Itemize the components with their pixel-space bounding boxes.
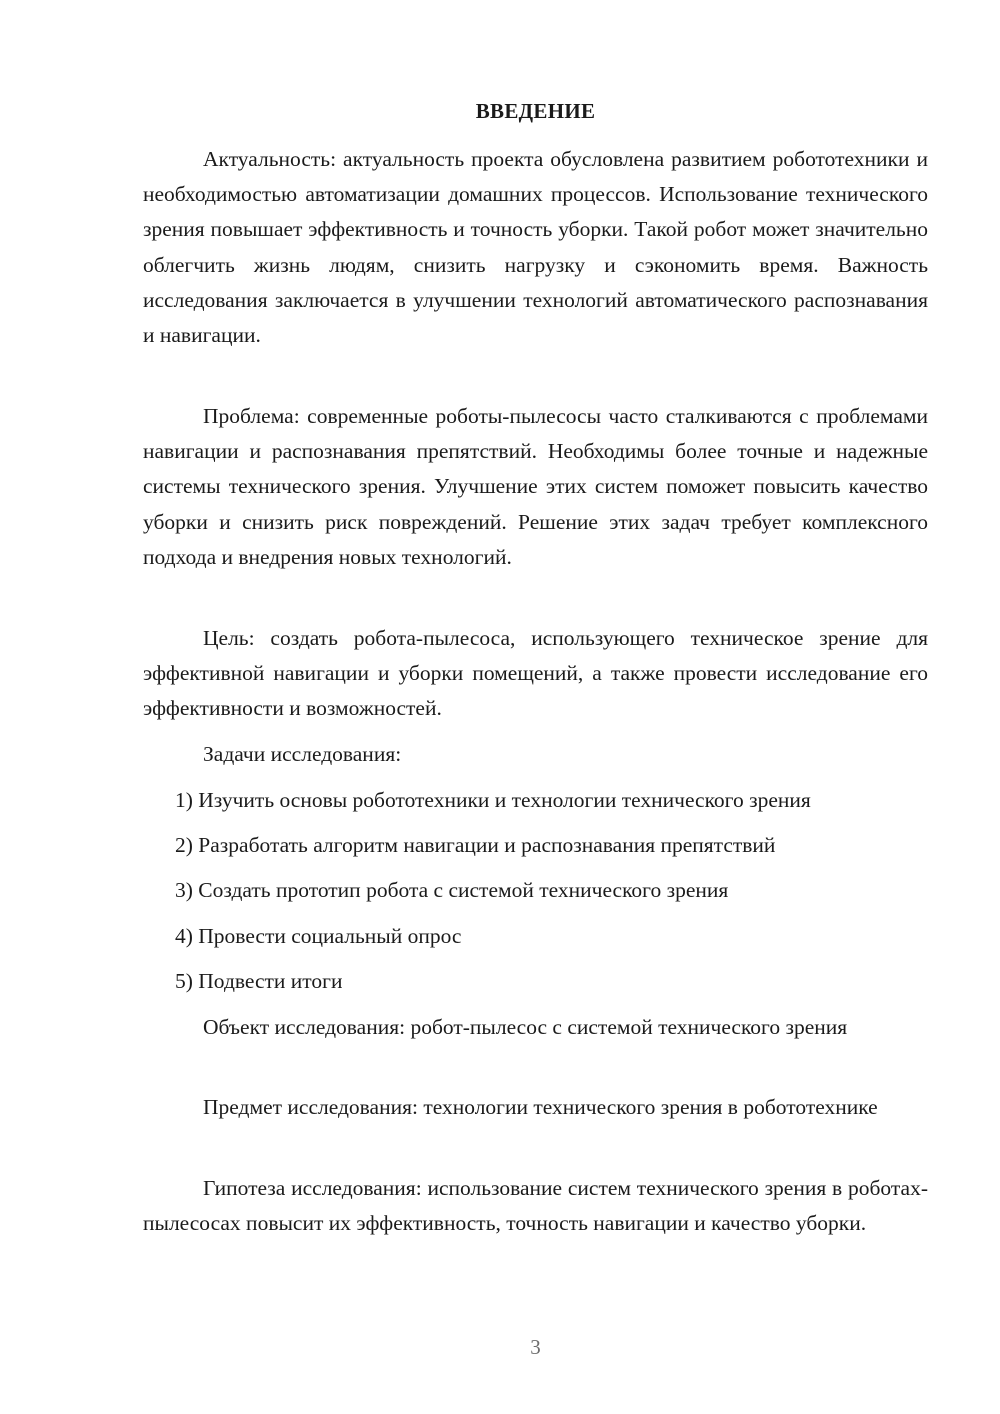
paragraph-problem: Проблема: современные роботы-пылесосы часто сталкиваются с проблемами навигации и распознавания препятствий. Необходимы более точные и надежные системы технического зрения. Улучшение этих систем поможет повысить качество уборки и снизить риск повреждений. Решение этих задач требует комплексного подхода и внедрения новых технологий. <box>143 404 928 569</box>
paragraph-goal: Цель: создать робота-пылесоса, использующего техническое зрение для эффективной навигации и уборки помещений, а также провести исследование его эффективности и возможностей. <box>143 626 928 721</box>
tasks-heading: Задачи исследования: <box>203 742 402 766</box>
paragraph-object: Объект исследования: робот-пылесос с системой технического зрения <box>203 1015 848 1039</box>
document-page <box>143 0 928 1414</box>
list-item: 5) Подвести итоги <box>175 969 343 993</box>
paragraph-hypothesis: Гипотеза исследования: использование систем технического зрения в роботах-пылесосах повысит их эффективность, точность навигации и качество уборки. <box>143 1176 928 1236</box>
list-item: 2) Разработать алгоритм навигации и распознавания препятствий <box>175 833 776 857</box>
page-number: 3 <box>530 1335 541 1359</box>
paragraph-subject: Предмет исследования: технологии технического зрения в робототехнике <box>203 1095 878 1119</box>
list-item: 1) Изучить основы робототехники и технологии технического зрения <box>175 788 811 812</box>
page-title: ВВЕДЕНИЕ <box>475 99 596 123</box>
paragraph-relevance: Актуальность: актуальность проекта обусловлена развитием робототехники и необходимостью автоматизации домашних процессов. Использование технического зрения повышает эффективность и точность уборки. Такой робот может значительно облегчить жизнь людям, снизить нагрузку и сэкономить время. Важность исследования заключается в улучшении технологий автоматического распознавания и навигации. <box>143 147 928 348</box>
list-item: 3) Создать прототип робота с системой технического зрения <box>175 878 729 902</box>
list-item: 4) Провести социальный опрос <box>175 924 462 948</box>
